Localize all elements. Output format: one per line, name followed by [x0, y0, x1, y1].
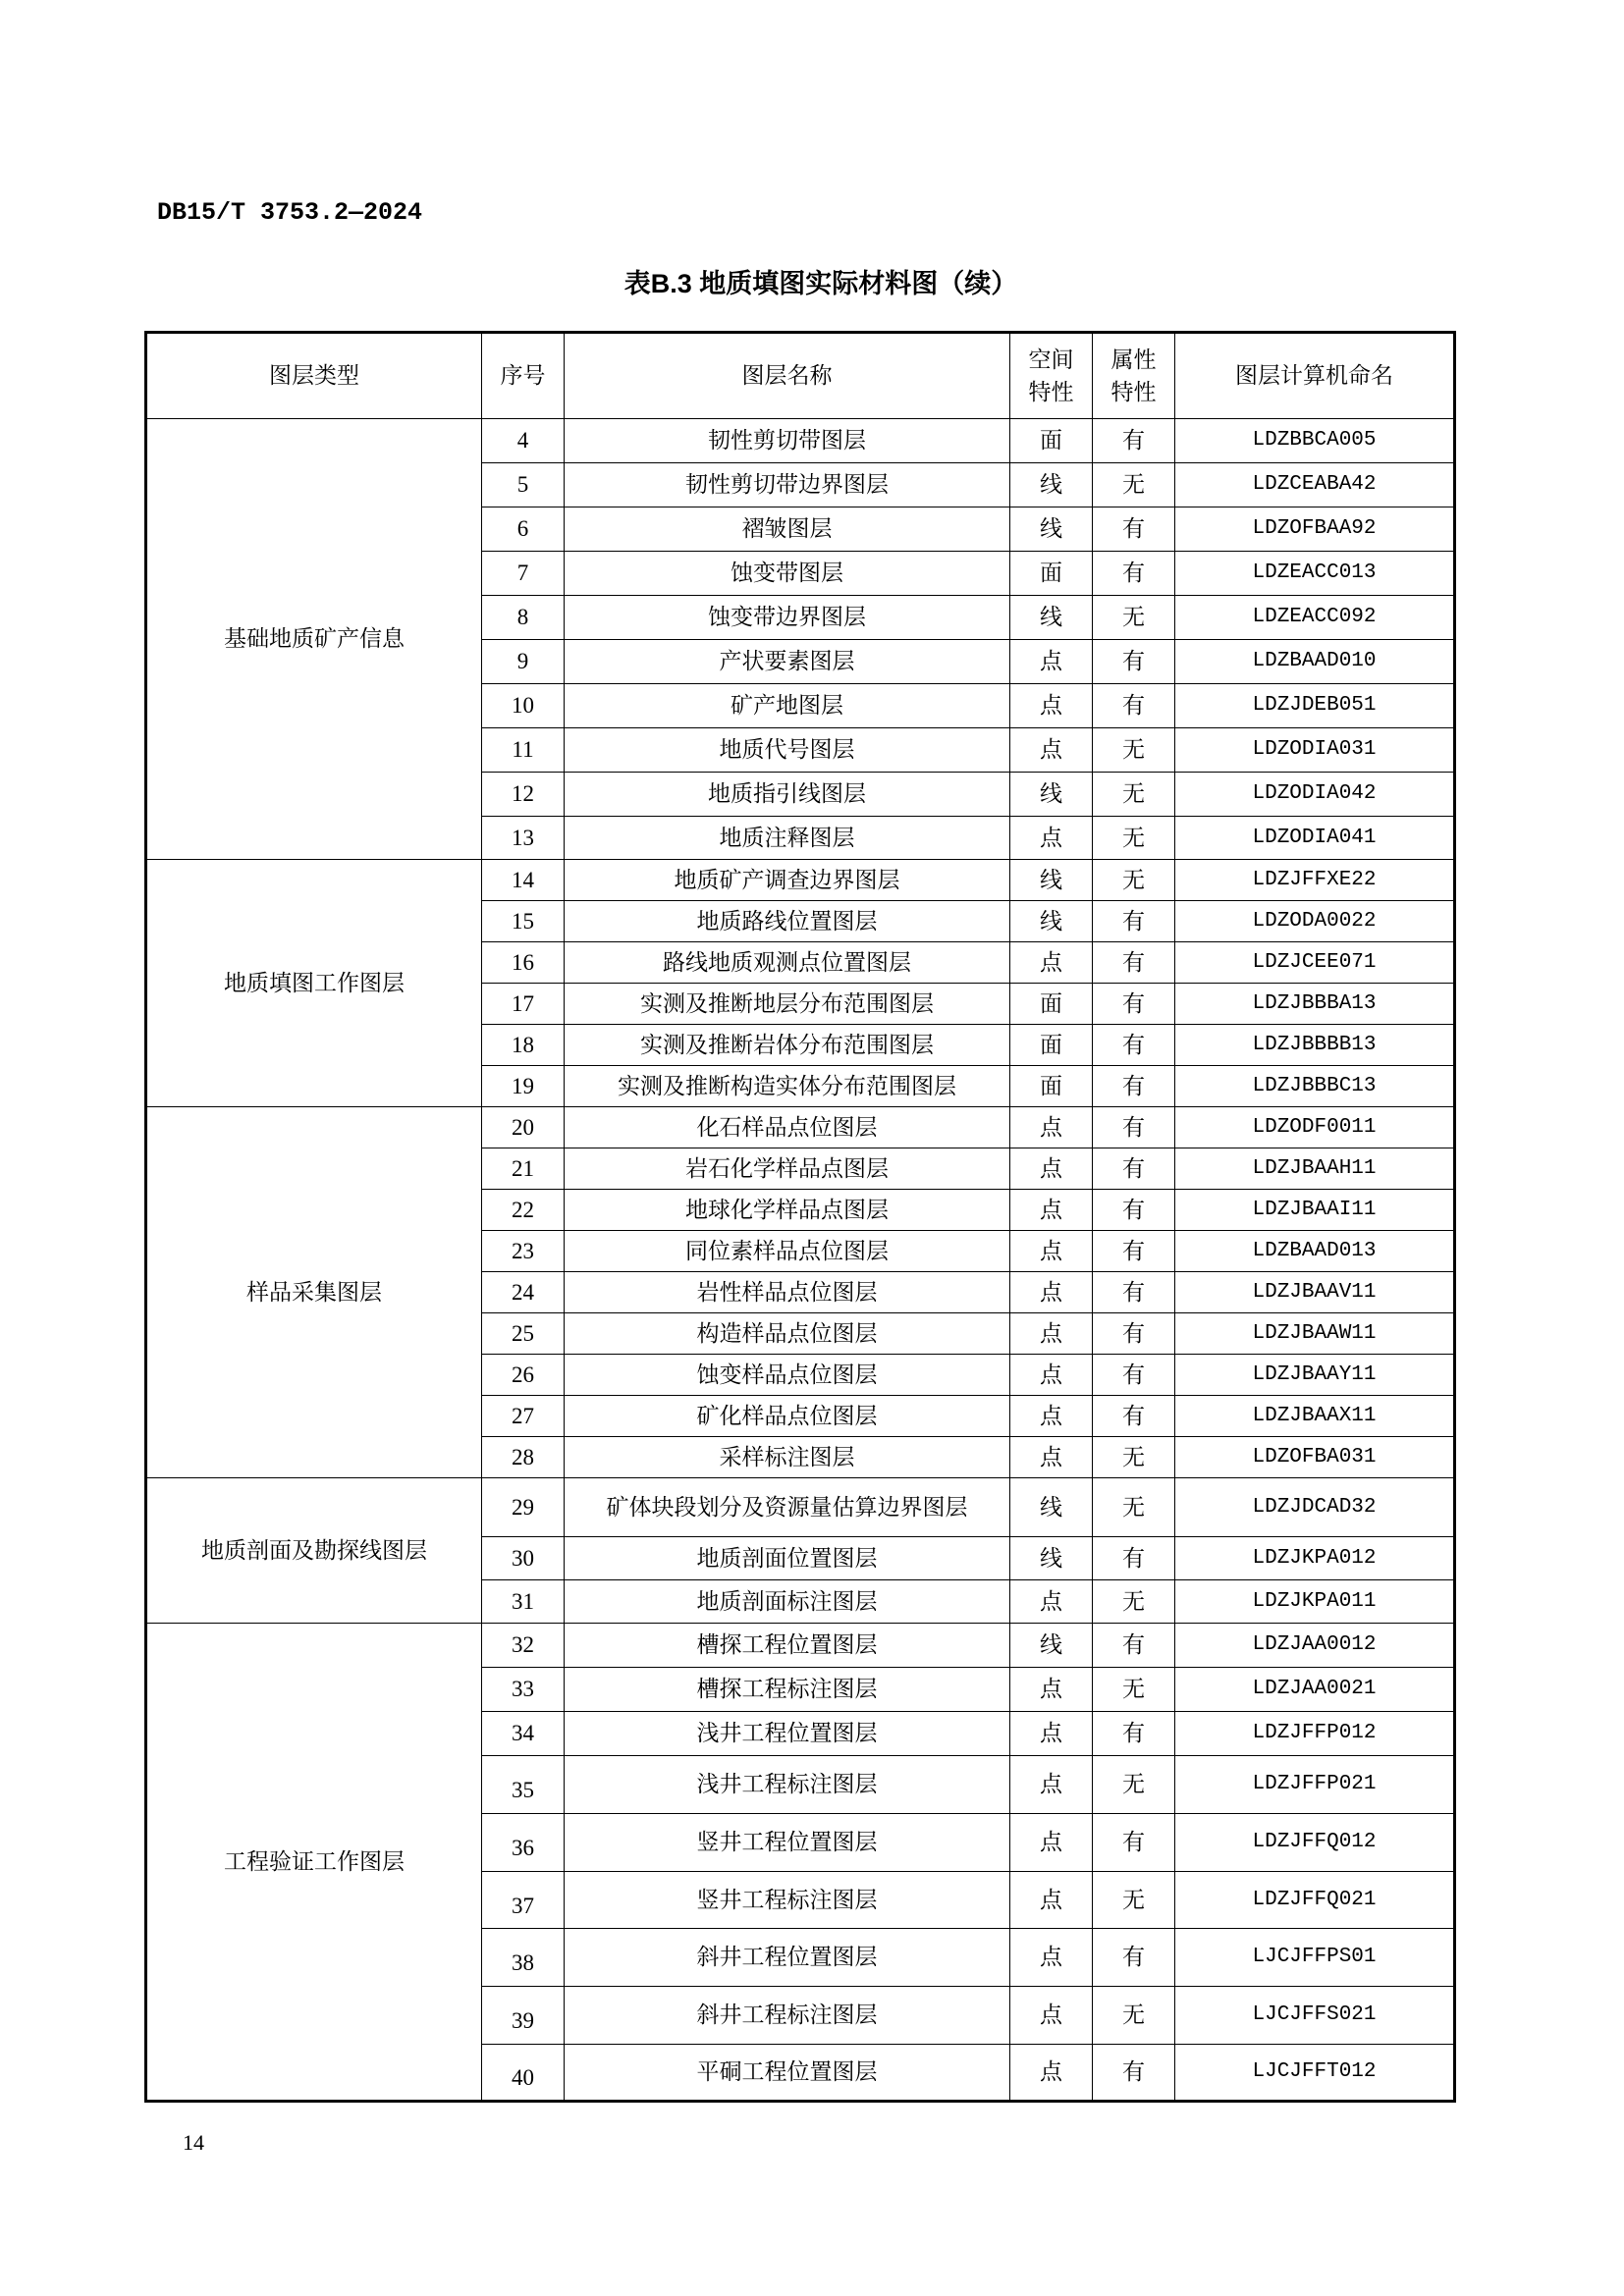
layer-name-cell: 化石样品点位图层 — [565, 1107, 1010, 1148]
serial-no-cell: 10 — [482, 684, 565, 728]
serial-no-cell: 37 — [482, 1872, 565, 1929]
serial-no-cell: 30 — [482, 1537, 565, 1580]
serial-no-cell: 15 — [482, 901, 565, 942]
attribute-property-cell: 有 — [1093, 552, 1175, 596]
attribute-property-cell: 有 — [1093, 640, 1175, 684]
serial-no-cell: 13 — [482, 817, 565, 860]
layer-type-cell: 地质剖面及勘探线图层 — [146, 1478, 482, 1624]
serial-no-cell: 9 — [482, 640, 565, 684]
attribute-property-cell: 有 — [1093, 984, 1175, 1025]
attribute-property-cell: 有 — [1093, 942, 1175, 984]
spatial-property-cell: 面 — [1010, 419, 1093, 463]
attribute-property-cell: 有 — [1093, 1814, 1175, 1872]
attribute-property-cell: 有 — [1093, 1537, 1175, 1580]
layer-name-cell: 浅井工程位置图层 — [565, 1712, 1010, 1756]
serial-no-cell: 7 — [482, 552, 565, 596]
computer-name-cell: LJCJFFT012 — [1175, 2045, 1455, 2102]
spatial-property-cell: 点 — [1010, 1107, 1093, 1148]
computer-name-cell: LDZJFFP021 — [1175, 1756, 1455, 1814]
layer-name-cell: 竖井工程位置图层 — [565, 1814, 1010, 1872]
attribute-property-cell: 无 — [1093, 728, 1175, 773]
spatial-property-cell: 线 — [1010, 507, 1093, 552]
header-spatial-property — [1010, 333, 1093, 419]
spatial-property-cell: 点 — [1010, 684, 1093, 728]
attribute-property-cell: 无 — [1093, 463, 1175, 507]
layer-type-cell: 工程验证工作图层 — [146, 1624, 482, 2102]
attribute-property-cell: 有 — [1093, 1148, 1175, 1190]
table-row — [146, 1624, 1455, 1668]
spatial-property-cell: 点 — [1010, 1396, 1093, 1437]
computer-name-cell: LDZJCEE071 — [1175, 942, 1455, 984]
serial-no-cell: 20 — [482, 1107, 565, 1148]
layer-name-cell: 矿产地图层 — [565, 684, 1010, 728]
serial-no-cell: 39 — [482, 1987, 565, 2045]
serial-no-cell: 31 — [482, 1580, 565, 1624]
spatial-property-cell: 点 — [1010, 942, 1093, 984]
serial-no-cell: 24 — [482, 1272, 565, 1313]
table-row — [146, 1478, 1455, 1537]
header-spatial-property-line-2: 特性 — [1028, 380, 1074, 404]
computer-name-cell: LDZJDCAD32 — [1175, 1478, 1455, 1537]
computer-name-cell: LDZJFFXE22 — [1175, 860, 1455, 901]
layer-name-cell: 实测及推断岩体分布范围图层 — [565, 1025, 1010, 1066]
layer-name-cell: 采样标注图层 — [565, 1437, 1010, 1478]
spatial-property-cell: 点 — [1010, 1355, 1093, 1396]
layer-name-cell: 地质路线位置图层 — [565, 901, 1010, 942]
serial-no-cell: 34 — [482, 1712, 565, 1756]
serial-no-cell: 21 — [482, 1148, 565, 1190]
attribute-property-cell: 有 — [1093, 1929, 1175, 1987]
spatial-property-cell: 线 — [1010, 1537, 1093, 1580]
spatial-property-cell: 点 — [1010, 1313, 1093, 1355]
attribute-property-cell: 有 — [1093, 1624, 1175, 1668]
spatial-property-cell: 点 — [1010, 1231, 1093, 1272]
computer-name-cell: LJCJFFPS01 — [1175, 1929, 1455, 1987]
serial-no-cell: 27 — [482, 1396, 565, 1437]
layer-name-cell: 地质注释图层 — [565, 817, 1010, 860]
layer-name-cell: 实测及推断地层分布范围图层 — [565, 984, 1010, 1025]
layer-name-cell: 地质代号图层 — [565, 728, 1010, 773]
layer-name-cell: 矿体块段划分及资源量估算边界图层 — [565, 1478, 1010, 1537]
serial-no-cell: 35 — [482, 1756, 565, 1814]
serial-no-cell: 25 — [482, 1313, 565, 1355]
serial-no-cell: 40 — [482, 2045, 565, 2102]
header-layer-type: 图层类型 — [146, 333, 482, 419]
attribute-property-cell: 有 — [1093, 684, 1175, 728]
layer-name-cell: 蚀变样品点位图层 — [565, 1355, 1010, 1396]
serial-no-cell: 28 — [482, 1437, 565, 1478]
layer-name-cell: 产状要素图层 — [565, 640, 1010, 684]
serial-no-cell: 6 — [482, 507, 565, 552]
computer-name-cell: LDZBAAD010 — [1175, 640, 1455, 684]
spatial-property-cell: 点 — [1010, 1148, 1093, 1190]
spatial-property-cell: 点 — [1010, 1756, 1093, 1814]
attribute-property-cell: 无 — [1093, 596, 1175, 640]
layer-name-cell: 岩性样品点位图层 — [565, 1272, 1010, 1313]
page-number: 14 — [183, 2130, 204, 2155]
spatial-property-cell: 线 — [1010, 1478, 1093, 1537]
layer-name-cell: 路线地质观测点位置图层 — [565, 942, 1010, 984]
header-row — [146, 333, 1455, 419]
serial-no-cell: 5 — [482, 463, 565, 507]
layer-name-cell: 蚀变带图层 — [565, 552, 1010, 596]
serial-no-cell: 16 — [482, 942, 565, 984]
spatial-property-cell: 面 — [1010, 552, 1093, 596]
layer-name-cell: 地质剖面标注图层 — [565, 1580, 1010, 1624]
spatial-property-cell: 点 — [1010, 640, 1093, 684]
serial-no-cell: 26 — [482, 1355, 565, 1396]
serial-no-cell: 17 — [482, 984, 565, 1025]
spatial-property-cell: 点 — [1010, 1814, 1093, 1872]
layer-name-cell: 斜井工程标注图层 — [565, 1987, 1010, 2045]
attribute-property-cell: 有 — [1093, 1107, 1175, 1148]
layer-type-cell: 样品采集图层 — [146, 1107, 482, 1478]
layer-name-cell: 蚀变带边界图层 — [565, 596, 1010, 640]
attribute-property-cell: 有 — [1093, 1712, 1175, 1756]
layer-name-cell: 褶皱图层 — [565, 507, 1010, 552]
layer-name-cell: 槽探工程位置图层 — [565, 1624, 1010, 1668]
attribute-property-cell: 无 — [1093, 1668, 1175, 1712]
serial-no-cell: 29 — [482, 1478, 565, 1537]
spatial-property-cell: 点 — [1010, 817, 1093, 860]
attribute-property-cell: 有 — [1093, 1313, 1175, 1355]
computer-name-cell: LDZEACC092 — [1175, 596, 1455, 640]
spatial-property-cell: 面 — [1010, 1025, 1093, 1066]
computer-name-cell: LDZBBCA005 — [1175, 419, 1455, 463]
computer-name-cell: LDZJKPA012 — [1175, 1537, 1455, 1580]
spatial-property-cell: 点 — [1010, 1272, 1093, 1313]
computer-name-cell: LDZJKPA011 — [1175, 1580, 1455, 1624]
attribute-property-cell: 有 — [1093, 1190, 1175, 1231]
attribute-property-cell: 有 — [1093, 1231, 1175, 1272]
spatial-property-cell: 点 — [1010, 2045, 1093, 2102]
header-attribute-property — [1093, 333, 1175, 419]
computer-name-cell: LDZODIA031 — [1175, 728, 1455, 773]
layer-name-cell: 地球化学样品点图层 — [565, 1190, 1010, 1231]
computer-name-cell: LDZOFBAA92 — [1175, 507, 1455, 552]
attribute-property-cell: 无 — [1093, 1437, 1175, 1478]
attribute-property-cell: 有 — [1093, 2045, 1175, 2102]
layer-name-cell: 同位素样品点位图层 — [565, 1231, 1010, 1272]
header-layer-name: 图层名称 — [565, 333, 1010, 419]
computer-name-cell: LDZJBAAV11 — [1175, 1272, 1455, 1313]
layer-name-cell: 浅井工程标注图层 — [565, 1756, 1010, 1814]
computer-name-cell: LDZODA0022 — [1175, 901, 1455, 942]
spatial-property-cell: 点 — [1010, 1190, 1093, 1231]
spatial-property-cell: 线 — [1010, 1624, 1093, 1668]
computer-name-cell: LDZJAA0012 — [1175, 1624, 1455, 1668]
computer-name-cell: LDZCEABA42 — [1175, 463, 1455, 507]
spatial-property-cell: 点 — [1010, 1437, 1093, 1478]
layer-name-cell: 矿化样品点位图层 — [565, 1396, 1010, 1437]
computer-name-cell: LDZJFFQ012 — [1175, 1814, 1455, 1872]
material-table-container — [144, 331, 1453, 2103]
attribute-property-cell: 有 — [1093, 1355, 1175, 1396]
attribute-property-cell: 无 — [1093, 1872, 1175, 1929]
computer-name-cell: LDZJFFP012 — [1175, 1712, 1455, 1756]
spatial-property-cell: 点 — [1010, 1580, 1093, 1624]
computer-name-cell: LDZJBAAH11 — [1175, 1148, 1455, 1190]
table-row — [146, 1107, 1455, 1148]
serial-no-cell: 36 — [482, 1814, 565, 1872]
serial-no-cell: 4 — [482, 419, 565, 463]
layer-name-cell: 竖井工程标注图层 — [565, 1872, 1010, 1929]
attribute-property-cell: 有 — [1093, 1066, 1175, 1107]
computer-name-cell: LDZJBAAY11 — [1175, 1355, 1455, 1396]
table-body — [146, 419, 1455, 2102]
layer-name-cell: 槽探工程标注图层 — [565, 1668, 1010, 1712]
spatial-property-cell: 点 — [1010, 728, 1093, 773]
attribute-property-cell: 无 — [1093, 860, 1175, 901]
header-attribute-property-line-2: 特性 — [1110, 380, 1157, 404]
spatial-property-cell: 点 — [1010, 1712, 1093, 1756]
spatial-property-cell: 点 — [1010, 1872, 1093, 1929]
attribute-property-cell: 无 — [1093, 1478, 1175, 1537]
attribute-property-cell: 无 — [1093, 773, 1175, 817]
header-attribute-property-line-1: 属性 — [1110, 347, 1157, 372]
table-title: 表B.3 地质填图实际材料图（续） — [623, 269, 1018, 298]
table-header — [146, 333, 1455, 419]
spatial-property-cell: 面 — [1010, 1066, 1093, 1107]
spatial-property-cell: 线 — [1010, 773, 1093, 817]
table-row — [146, 419, 1455, 463]
serial-no-cell: 33 — [482, 1668, 565, 1712]
attribute-property-cell: 有 — [1093, 419, 1175, 463]
layer-name-cell: 韧性剪切带边界图层 — [565, 463, 1010, 507]
computer-name-cell: LDZOFBA031 — [1175, 1437, 1455, 1478]
computer-name-cell: LDZJBBBB13 — [1175, 1025, 1455, 1066]
layer-name-cell: 斜井工程位置图层 — [565, 1929, 1010, 1987]
computer-name-cell: LDZJBBBA13 — [1175, 984, 1455, 1025]
layer-name-cell: 实测及推断构造实体分布范围图层 — [565, 1066, 1010, 1107]
computer-name-cell: LDZODIA042 — [1175, 773, 1455, 817]
attribute-property-cell: 无 — [1093, 1987, 1175, 2045]
attribute-property-cell: 无 — [1093, 1580, 1175, 1624]
header-computer-name: 图层计算机命名 — [1175, 333, 1455, 419]
attribute-property-cell: 有 — [1093, 901, 1175, 942]
serial-no-cell: 11 — [482, 728, 565, 773]
computer-name-cell: LDZJDEB051 — [1175, 684, 1455, 728]
layer-type-cell: 基础地质矿产信息 — [146, 419, 482, 860]
computer-name-cell: LDZJBBBC13 — [1175, 1066, 1455, 1107]
attribute-property-cell: 有 — [1093, 1272, 1175, 1313]
layer-name-cell: 构造样品点位图层 — [565, 1313, 1010, 1355]
spatial-property-cell: 线 — [1010, 860, 1093, 901]
header-serial-no: 序号 — [482, 333, 565, 419]
serial-no-cell: 32 — [482, 1624, 565, 1668]
table-row — [146, 860, 1455, 901]
computer-name-cell: LDZJFFQ021 — [1175, 1872, 1455, 1929]
layer-type-cell: 地质填图工作图层 — [146, 860, 482, 1107]
computer-name-cell: LDZODF0011 — [1175, 1107, 1455, 1148]
serial-no-cell: 23 — [482, 1231, 565, 1272]
computer-name-cell: LDZJBAAI11 — [1175, 1190, 1455, 1231]
layer-name-cell: 平硐工程位置图层 — [565, 2045, 1010, 2102]
attribute-property-cell: 无 — [1093, 817, 1175, 860]
computer-name-cell: LDZJBAAW11 — [1175, 1313, 1455, 1355]
serial-no-cell: 18 — [482, 1025, 565, 1066]
layer-name-cell: 岩石化学样品点图层 — [565, 1148, 1010, 1190]
computer-name-cell: LJCJFFS021 — [1175, 1987, 1455, 2045]
computer-name-cell: LDZBAAD013 — [1175, 1231, 1455, 1272]
standard-number: DB15/T 3753.2—2024 — [157, 198, 423, 227]
material-table — [144, 331, 1456, 2103]
spatial-property-cell: 点 — [1010, 1929, 1093, 1987]
layer-name-cell: 地质矿产调查边界图层 — [565, 860, 1010, 901]
computer-name-cell: LDZODIA041 — [1175, 817, 1455, 860]
spatial-property-cell: 点 — [1010, 1987, 1093, 2045]
serial-no-cell: 19 — [482, 1066, 565, 1107]
serial-no-cell: 8 — [482, 596, 565, 640]
spatial-property-cell: 线 — [1010, 901, 1093, 942]
computer-name-cell: LDZJAA0021 — [1175, 1668, 1455, 1712]
attribute-property-cell: 有 — [1093, 1025, 1175, 1066]
serial-no-cell: 14 — [482, 860, 565, 901]
spatial-property-cell: 线 — [1010, 463, 1093, 507]
layer-name-cell: 地质指引线图层 — [565, 773, 1010, 817]
header-spatial-property-line-1: 空间 — [1028, 347, 1074, 372]
layer-name-cell: 地质剖面位置图层 — [565, 1537, 1010, 1580]
spatial-property-cell: 线 — [1010, 596, 1093, 640]
computer-name-cell: LDZJBAAX11 — [1175, 1396, 1455, 1437]
serial-no-cell: 38 — [482, 1929, 565, 1987]
attribute-property-cell: 有 — [1093, 1396, 1175, 1437]
computer-name-cell: LDZEACC013 — [1175, 552, 1455, 596]
serial-no-cell: 22 — [482, 1190, 565, 1231]
serial-no-cell: 12 — [482, 773, 565, 817]
attribute-property-cell: 无 — [1093, 1756, 1175, 1814]
spatial-property-cell: 面 — [1010, 984, 1093, 1025]
layer-name-cell: 韧性剪切带图层 — [565, 419, 1010, 463]
attribute-property-cell: 有 — [1093, 507, 1175, 552]
spatial-property-cell: 点 — [1010, 1668, 1093, 1712]
